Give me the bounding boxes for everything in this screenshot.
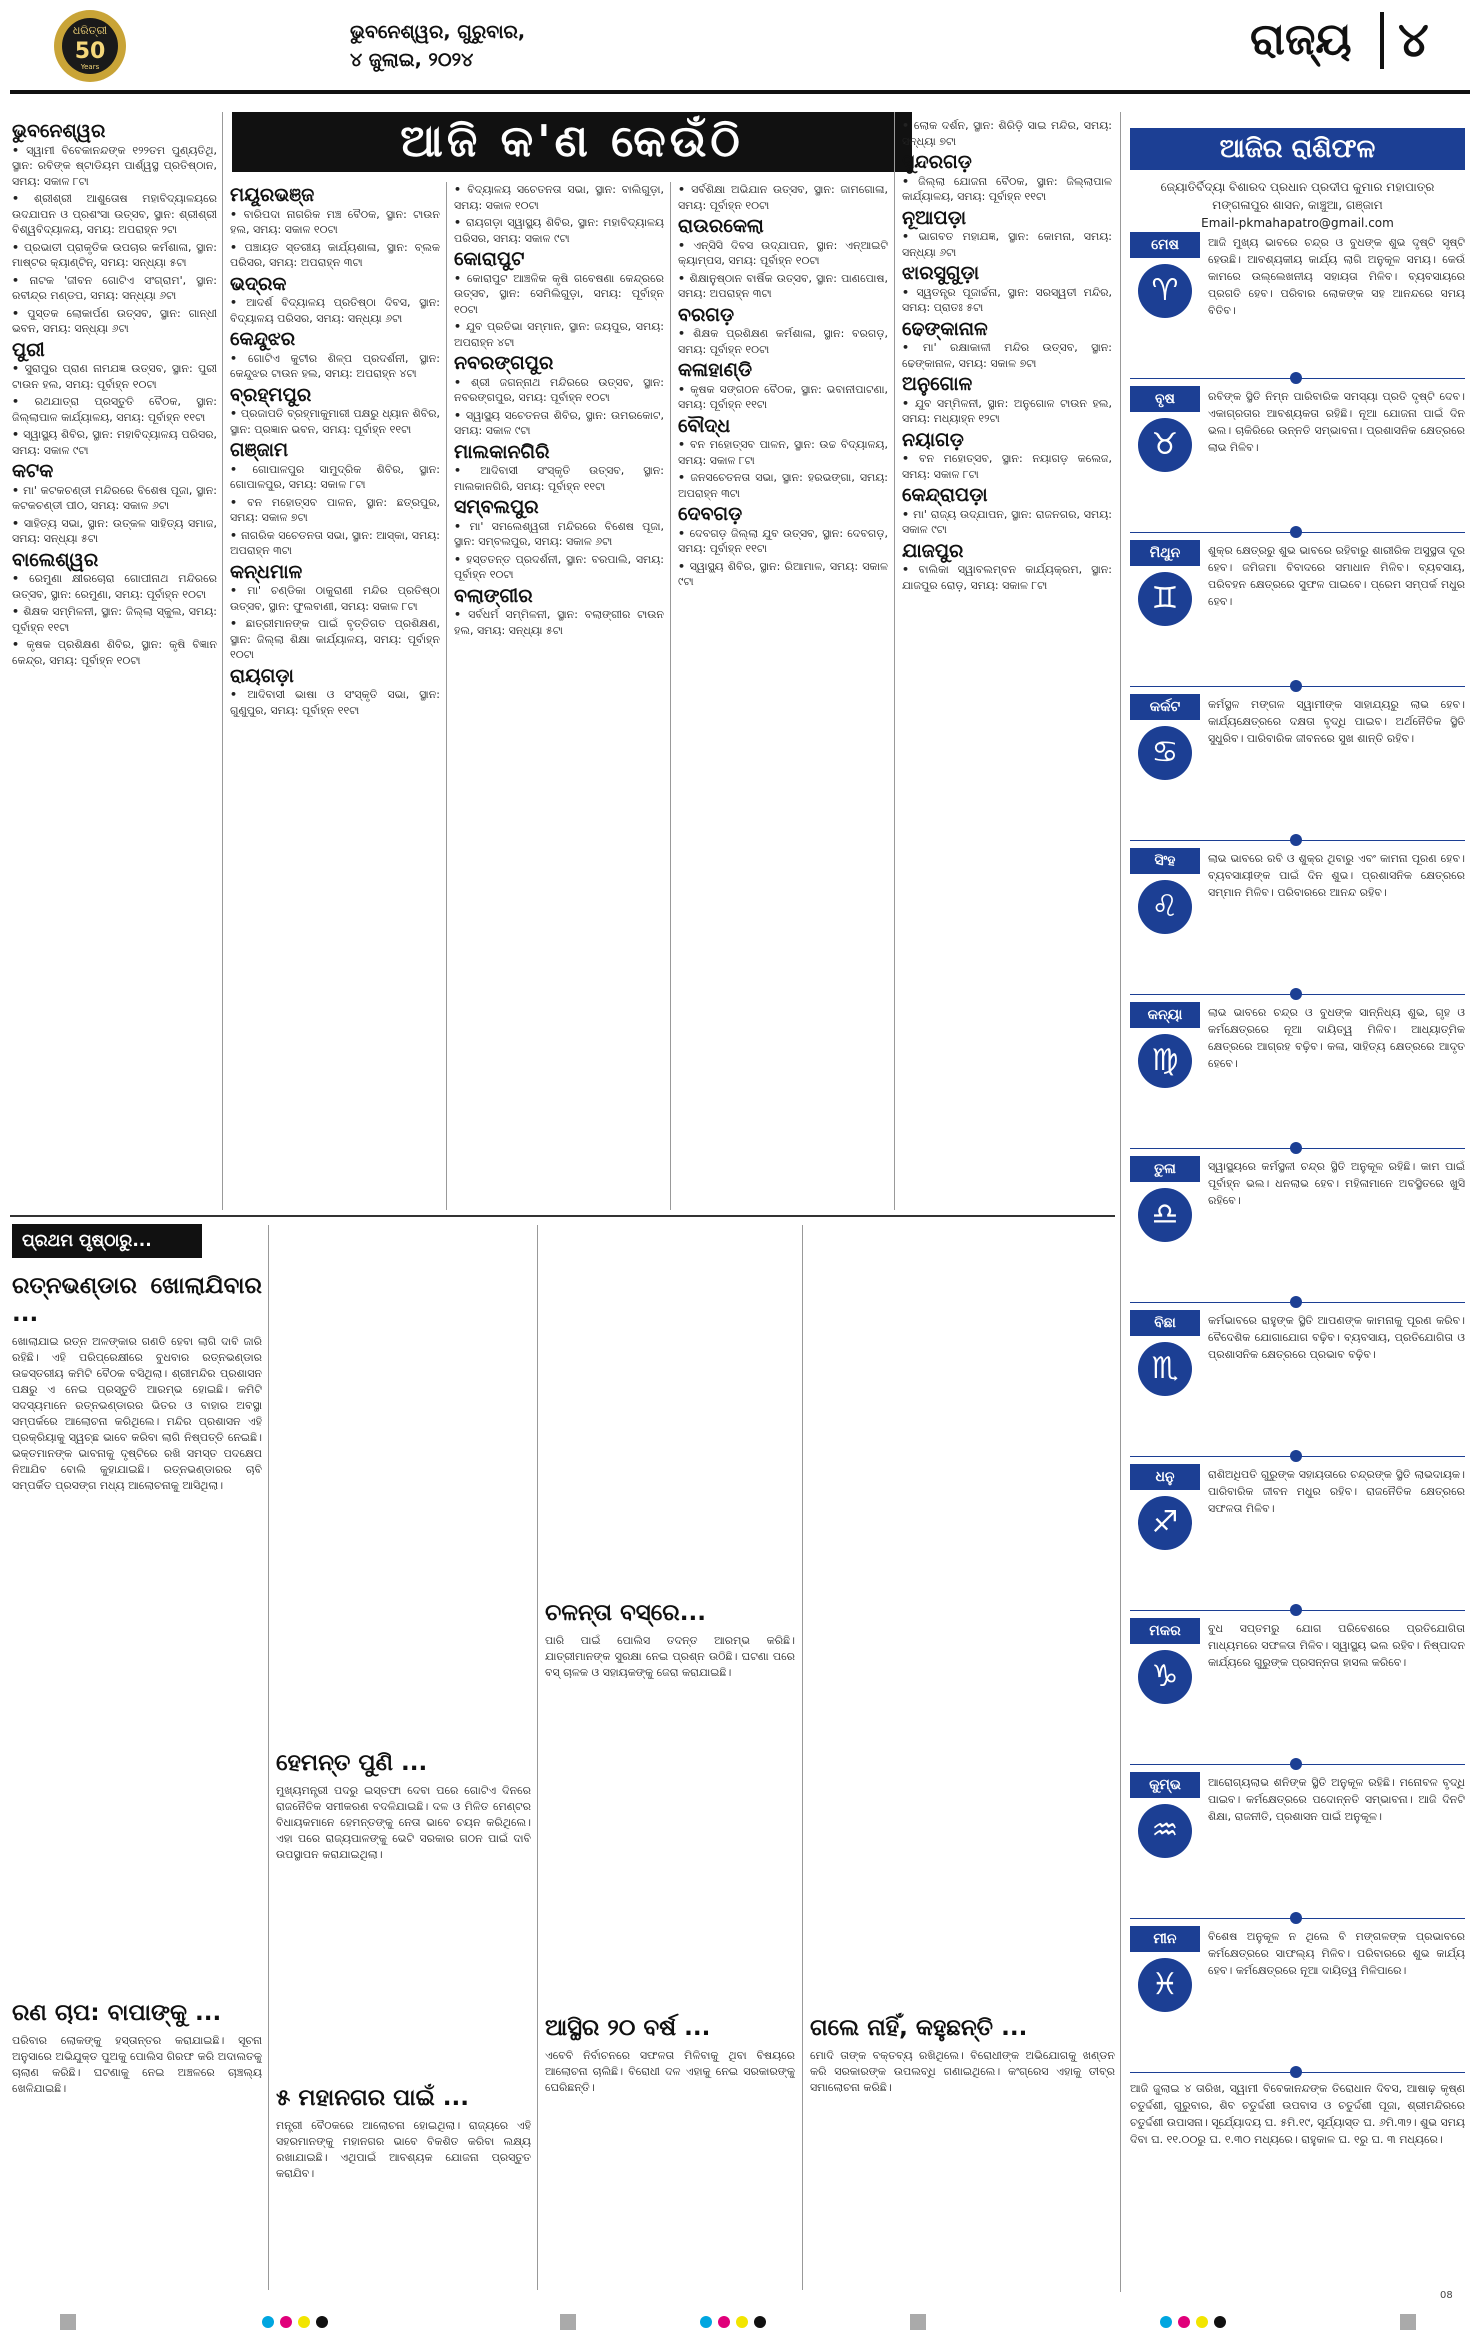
event-item: • ବନ ମହୋତ୍ସବ, ସ୍ଥାନ: ନୟାଗଡ଼ କଲେଜ, ସମୟ: ସକାଳ ୮ଟା [902,451,1112,482]
dateline [350,18,525,74]
zodiac-icon: ♌ [1138,880,1192,934]
city-heading: ସୁନ୍ଦରଗଡ଼ [902,151,972,173]
zodiac-icon: ♓ [1138,1958,1192,2012]
event-item: • ମା' ରକ୍ଷାକାଳୀ ମନ୍ଦିର ଉତ୍ସବ, ସ୍ଥାନ: ଢେଙ୍କାନାଳ, ସମୟ: ସକାଳ ୭ଟା [902,340,1112,371]
column-divider [670,182,671,1210]
zodiac-icon: ♐ [1138,1496,1192,1550]
events-column-5 [902,118,1112,1210]
event-item: • ଆଦିବାସୀ ସଂସ୍କୃତି ଉତ୍ସବ, ସ୍ଥାନ: ମାଲକାନଗିରି, ସମୟ: ପୂର୍ବାହ୍ନ ୧୧ଟା [454,463,664,494]
event-item: • ଶିକ୍ଷକ ସମ୍ମିଳନୀ, ସ୍ଥାନ: ଜିଲ୍ଲା ସ୍କୁଲ, ସମୟ: ପୂର୍ବାହ୍ନ ୧୧ଟା [12,604,217,635]
rashi-prediction: ରାଶିଅଧିପତି ଗୁରୁଙ୍କ ସହାୟତାରେ ଚନ୍ଦ୍ରଙ୍କ ସ୍ଥିତି ଲାଭଦାୟକ। ପାରିବାରିକ ଜୀବନ ମଧୁର ରହିବ। ରାଜନୈତିକ କ୍ଷେତ୍ରରେ ସଫଳତା ମିଳିବ। [1208,1468,1465,1515]
rashi-prediction: ସ୍ୱାସ୍ଥ୍ୟରେ କର୍ମସ୍ଥଳୀ ଚନ୍ଦ୍ର ସ୍ଥିତି ଅନୁକୂଳ ରହିଛି। କାମ ପାଇଁ ପୂର୍ବାହ୍ନ ଭଲ। ଧନଲାଭ ହେବ। ମହିଳାମାନେ ଅବସ୍ଥିତରେ ଖୁସି ରହିବେ। [1208,1160,1465,1207]
city-heading: ବଲାଙ୍ଗୀର [454,584,533,607]
rashi-separator-dot [1290,1912,1302,1924]
city-heading: ଯାଜପୁର [902,539,964,562]
black-swatch [316,2316,328,2328]
article-title: ଚଳନ୍ତା ବସ୍‌ରେ... [545,1600,706,1626]
yellow-swatch [1196,2316,1208,2328]
event-item: • ପୁସ୍ତକ ଲୋକାର୍ପଣ ଉତ୍ସବ, ସ୍ଥାନ: ଗାନ୍ଧୀ ଭବନ, ସମୟ: ସନ୍ଧ୍ୟା ୬ଟା [12,306,217,337]
zodiac-icon: ♍ [1138,1034,1192,1088]
events-column-4 [678,182,888,1210]
city-heading: କଳାହାଣ୍ଡି [678,359,753,381]
city-heading: କନ୍ଧମାଳ [230,560,303,583]
event-item: • ରାୟଗଡ଼ା ସ୍ୱାସ୍ଥ୍ୟ ଶିବିର, ସ୍ଥାନ: ମହାବିଦ୍ୟାଳୟ ପରିସର, ସମୟ: ସକାଳ ୯ଟା [454,215,664,246]
event-item: • ସର୍ବଶିକ୍ଷା ଅଭିଯାନ ଉତ୍ସବ, ସ୍ଥାନ: ଜାମଗୋଳା, ସମୟ: ପୂର୍ବାହ୍ନ ୧୦ଟା [678,182,888,213]
article-body: ମନ୍ତ୍ରୀ ବୈଠକରେ ଆଲୋଚନା ହୋଇଥିଲା। ରାଜ୍ୟରେ ଏହି ସହରମାନଙ୍କୁ ମହାନଗର ଭାବେ ବିକଶିତ କରିବା ଲକ୍ଷ୍ୟ ରଖାଯାଇଛି। ଏଥିପାଇଁ ଆବଶ୍ୟକ ଯୋଜନା ପ୍ରସ୍ତୁତ କରାଯିବ। [276,2119,531,2180]
city-heading: ନବରଙ୍ଗପୁର [454,352,554,374]
rashi-separator-dot [1290,680,1302,692]
event-item: • ବିଦ୍ୟାଳୟ ସଚେତନତା ସଭା, ସ୍ଥାନ: ବାଲିଗୁଡ଼ା, ସମୟ: ସକାଳ ୧୦ଟା [454,182,664,213]
event-item: • ବାଲିକା ସ୍ୱାବଲମ୍ବନ କାର୍ଯ୍ୟକ୍ରମ, ସ୍ଥାନ: ଯାଜପୁର ରୋଡ଼, ସମୟ: ସକାଳ ୮ଟା [902,562,1112,593]
event-item: • ସର୍ବଧର୍ମ ସମ୍ମିଳନୀ, ସ୍ଥାନ: ବଲାଙ୍ଗୀର ଟାଉନ ହଲ, ସମୟ: ସନ୍ଧ୍ୟା ୫ଟା [454,607,664,638]
rashi-separator-dot [1290,526,1302,538]
article-20-years [545,2010,795,2290]
rashi-banner: ଆଜିର ରାଶିଫଳ [1130,128,1465,170]
article-body: ଏବେବି ନିର୍ବାଚନରେ ସଫଳତା ମିଳିବାକୁ ଥିବା ବିଷୟରେ ଆଲୋଚନା ଚାଲିଛି। ବିରୋଧୀ ଦଳ ଏହାକୁ ନେଇ ସରକାରଙ୍କୁ ଘେରିଛନ୍ତି। [545,2049,795,2094]
city-heading: ଝାରସୁଗୁଡ଼ା [902,262,980,284]
rashi-credit-email: Email-pkmahapatro@gmail.com [1201,216,1394,230]
rashi-separator-dot [1290,988,1302,1000]
event-item: • ସାହିତ୍ୟ ସଭା, ସ୍ଥାନ: ଉତ୍କଳ ସାହିତ୍ୟ ସମାଜ, ସମୟ: ସନ୍ଧ୍ୟା ୫ଟା [12,516,217,547]
rashi-sign-name: ତୁଳା [1130,1156,1200,1182]
rashi-sign-name: ମକର [1130,1618,1200,1644]
event-item: • ଶ୍ରୀ ଜଗନ୍ନାଥ ମନ୍ଦିରରେ ଉତ୍ସବ, ସ୍ଥାନ: ନବରଙ୍ଗପୁର, ସମୟ: ପୂର୍ବାହ୍ନ ୧୦ଟା [454,375,664,406]
rashi-prediction: ଆରୋଗ୍ୟଲାଭ ଶନିଙ୍କ ସ୍ଥିତି ଅନୁକୂଳ ରହିଛି। ମନୋବଳ ବୃଦ୍ଧି ପାଇବ। କର୍ମକ୍ଷେତ୍ରରେ ପଦୋନ୍ନତି ସମ୍ଭାବନା। ଆଜି ଦିନଟି ଶିକ୍ଷା, ରାଜନୀତି, ପ୍ରଶାସନ ପାଇଁ ଅନୁକୂଳ। [1208,1776,1465,1823]
rashi-prediction: ବିଶେଷ ଅନୁକୂଳ ନ ଥିଲେ ବି ମଙ୍ଗଳଙ୍କ ପ୍ରଭାବରେ କର୍ମକ୍ଷେତ୍ରରେ ସାଫଲ୍ୟ ମିଳିବ। ପରିବାରରେ ଶୁଭ କାର୍ଯ୍ୟ ହେବ। କର୍ମକ୍ଷେତ୍ରରେ ନୂଆ ଦାୟିତ୍ୱ ମିଳିପାରେ। [1208,1930,1465,1977]
magenta-swatch [718,2316,730,2328]
rashi-sign-name: ଧନୁ [1130,1464,1200,1490]
rashi-sign-name: ସିଂହ [1130,848,1200,874]
event-item: • ନାଗରିକ ସଚେତନତା ସଭା, ସ୍ଥାନ: ଆସ୍କା, ସମୟ: ଅପରାହ୍ନ ୩ଟା [230,528,440,559]
event-item: • ପ୍ରଜାପତି ବ୍ରହ୍ମାକୁମାରୀ ପକ୍ଷରୁ ଧ୍ୟାନ ଶିବିର, ସ୍ଥାନ: ପ୍ରଜ୍ଞାନ ଭବନ, ସମୟ: ପୂର୍ବାହ୍ନ ୧୧ଟା [230,406,440,437]
rashi-separator-dot [1290,1450,1302,1462]
city-heading: ମାଲକାନଗିରି [454,440,550,463]
zodiac-icon: ♏ [1138,1342,1192,1396]
city-heading: ଭଦ୍ରକ [230,272,287,295]
city-heading: କେନ୍ଦୁଝର [230,328,296,350]
column-divider [802,1225,803,2290]
city-heading: ବରଗଡ଼ [678,303,735,326]
rashi-separator-dot [1290,1142,1302,1154]
event-item: • କୃଷକ ପ୍ରଶିକ୍ଷଣ ଶିବିର, ସ୍ଥାନ: କୃଷି ବିଜ୍ଞାନ କେନ୍ଦ୍ର, ସମୟ: ପୂର୍ବାହ୍ନ ୧୦ଟା [12,637,217,668]
event-item: • ମା' ରାଜ୍ୟ ଉଦ୍‌ଯାପନ, ସ୍ଥାନ: ରାଜନଗର, ସମୟ: ସକାଳ ୯ଟା [902,507,1112,538]
city-heading: ନୟାଗଡ଼ [902,428,964,451]
city-heading: ପୁରୀ [12,338,45,361]
magenta-swatch [280,2316,292,2328]
rashi-separator-dot [1290,2066,1302,2078]
cyan-swatch [262,2316,274,2328]
article-body: ମୋଦି ତାଙ୍କ ବକ୍ତବ୍ୟ ରଖିଥିଲେ। ବିରୋଧୀଙ୍କ ଅଭିଯୋଗକୁ ଖଣ୍ଡନ କରି ସରକାରଙ୍କ ଉପଲବ୍ଧି ଗଣାଇଥିଲେ। କଂଗ୍ରେସ ଏହାକୁ ତୀବ୍ର ସମାଲୋଚନା କରିଛି। [810,2049,1115,2094]
zodiac-icon: ♑ [1138,1650,1192,1704]
city-heading: ସମ୍ବଲପୁର [454,496,539,518]
event-item: • ସ୍ୱାସ୍ଥ୍ୟ ଶିବିର, ସ୍ଥାନ: ମହାବିଦ୍ୟାଳୟ ପରିସର, ସମୟ: ସକାଳ ୯ଟା [12,427,217,458]
event-item: • ଯୁବ ପ୍ରତିଭା ସମ୍ମାନ, ସ୍ଥାନ: ଜୟପୁର, ସମୟ: ଅପରାହ୍ନ ୪ଟା [454,319,664,350]
event-item: • ରଥଯାତ୍ରା ପ୍ରସ୍ତୁତି ବୈଠକ, ସ୍ଥାନ: ଜିଲ୍ଲାପାଳ କାର୍ଯ୍ୟାଳୟ, ସମୟ: ପୂର୍ବାହ୍ନ ୧୧ଟା [12,394,217,425]
rashi-sign [1130,1926,1465,2074]
page-number: ୪ [1380,12,1429,69]
rashi-sign-name: କୁମ୍ଭ [1130,1772,1200,1798]
event-item: • ଦେବଗଡ଼ ଜିଲ୍ଲା ଯୁବ ଉତ୍ସବ, ସ୍ଥାନ: ଦେବଗଡ଼, ସମୟ: ପୂର୍ବାହ୍ନ ୧୧ଟା [678,526,888,557]
zodiac-icon: ♋ [1138,726,1192,780]
event-item: • ଛାତ୍ରୀମାନଙ୍କ ପାଇଁ ବୃତ୍ତିଗତ ପ୍ରଶିକ୍ଷଣ, ସ୍ଥାନ: ଜିଲ୍ଲା ଶିକ୍ଷା କାର୍ଯ୍ୟାଳୟ, ସମୟ: ପୂର୍ବାହ୍ନ ୧୦ଟା [230,616,440,663]
zodiac-icon: ♈ [1138,264,1192,318]
gray-swatch [1400,2314,1416,2330]
rashi-prediction: ବୁଧ ସପ୍ତମରୁ ଯୋଗ ପରିବେଶରେ ପ୍ରତିଯୋଗିତା ମାଧ୍ୟମରେ ସଫଳତା ମିଳିବ। ସ୍ୱାସ୍ଥ୍ୟ ଭଲ ରହିବ। ନିଷ୍ପାଦନ କାର୍ଯ୍ୟରେ ଗୁରୁଙ୍କ ପ୍ରସନ୍ନତା ହାସଲ କରିବେ। [1208,1622,1465,1669]
event-item: • ଶ୍ରୀଶ୍ରୀ ଆଶୁତୋଷ ମହାବିଦ୍ୟାଳୟରେ ଉଦଯାପନ ଓ ପ୍ରଶଂସା ଉତ୍ସବ, ସ୍ଥାନ: ଶ୍ରୀଶ୍ରୀ ବିଶ୍ୱବିଦ୍ୟାଳୟ, ସମୟ: ଅପରାହ୍ନ ୨ଟା [12,191,217,238]
rashi-prediction: ଆଜି ମୁଖ୍ୟ ଭାବରେ ଚନ୍ଦ୍ର ଓ ବୁଧଙ୍କ ଶୁଭ ଦୃଷ୍ଟି ସୃଷ୍ଟି ହେଉଛି। ଆବଶ୍ୟକୀୟ କାର୍ଯ୍ୟ ଲାଗି ଅନୁକୂଳ ସମୟ। କେଉଁ କାମରେ ଉଲ୍ଲେଖନୀୟ ସହାୟତା ମିଳିବ। ବ୍ୟବସାୟରେ ପ୍ରଗତି ହେବ। ପରିବାର ଲୋକଙ୍କ ସହ ଆନନ୍ଦରେ ସମୟ ବିତିବ। [1208,236,1465,317]
event-item: • ସ୍ୱାମୀ ବିବେକାନନ୍ଦଙ୍କ ୧୨୨ତମ ପୁଣ୍ୟତିଥି, ସ୍ଥାନ: ରବିଙ୍କ ଷ୍ଟାଡିୟମ ପାର୍ଶ୍ୱସ୍ଥ ପ୍ରତିଷ୍ଠାନ, ସମୟ: ସକାଳ ୮ଟା [12,143,217,190]
events-column-2 [230,182,440,1210]
event-item: • ପ୍ରଭାତୀ ପ୍ରାକୃତିକ ଉପଚାର କର୍ମଶାଳା, ସ୍ଥାନ: ମାଷ୍ଟର କ୍ୟାଣ୍ଟିନ୍, ସମୟ: ସନ୍ଧ୍ୟା ୫ଟା [12,240,217,271]
top-rule [10,90,1470,94]
events-banner: ଆଜି କ'ଣ କେଉଁଠି [232,112,912,172]
rashi-separator-dot [1290,1758,1302,1770]
event-item: • ସ୍ୱାସ୍ଥ୍ୟ ସଚେତନତା ଶିବିର, ସ୍ଥାନ: ଉମରକୋଟ, ସମୟ: ସକାଳ ୯ଟା [454,408,664,439]
masthead [0,0,1477,92]
magenta-swatch [1178,2316,1190,2328]
event-item: • ନାଟକ 'ଜୀବନ ଗୋଟିଏ ସଂଗ୍ରାମ', ସ୍ଥାନ: ରବୀନ୍ଦ୍ର ମଣ୍ଡପ, ସମୟ: ସନ୍ଧ୍ୟା ୬ଟା [12,273,217,304]
rashi-sign [1130,1002,1465,1150]
column-divider [537,1225,538,2290]
article-title: ହେମନ୍ତ ପୁଣି ... [276,1750,428,1776]
dateline-date: ୪ ଜୁଲାଇ, ୨୦୨୪ [350,49,474,71]
rashi-sign [1130,1464,1465,1612]
page-code: 08 [1440,2290,1453,2301]
article-body: ମୁଖ୍ୟମନ୍ତ୍ରୀ ପଦରୁ ଇସ୍ତଫା ଦେବା ପରେ ଗୋଟିଏ ଦିନରେ ରାଜନୈତିକ ସମୀକରଣ ବଦଳିଯାଇଛି। ଦଳ ଓ ମିଳିତ ମେଣ୍ଟର ବିଧାୟକମାନେ ହେମନ୍ତଙ୍କୁ ନେତା ଭାବେ ଚୟନ କରିଥିଲେ। ଏହା ପରେ ରାଜ୍ୟପାଳଙ୍କୁ ଭେଟି ସରକାର ଗଠନ ପାଇଁ ଦାବି ଉପସ୍ଥାପନ କରାଯାଇଥିଲା। [276,1784,531,1861]
article-title: ୫ ମହାନଗର ପାଇଁ ... [276,2085,469,2111]
city-heading: ରାଉରକେଲା [678,215,764,237]
city-heading: ଭୁବନେଶ୍ୱର [12,120,106,142]
cyan-swatch [1160,2316,1172,2328]
event-item: • ଆଦିବାସୀ ଭାଷା ଓ ସଂସ୍କୃତି ସଭା, ସ୍ଥାନ: ଗୁଣୁପୁର, ସମୟ: ପୂର୍ବାହ୍ନ ୧୧ଟା [230,687,440,718]
column-divider [894,112,895,1210]
rashi-sign [1130,1618,1465,1766]
rashi-credit-name: ଜ୍ୟୋତିର୍ବିଦ୍ୟା ବିଶାରଦ ପ୍ରଧାନ ପ୍ରଦୀପ କୁମାର ମହାପାତ୍ର [1160,180,1435,194]
events-column-3 [454,182,664,1210]
event-item: • ଲୋକ ଦର୍ଶନ, ସ୍ଥାନ: ଶିରିଡ଼ି ସାଇ ମନ୍ଦିର, ସମୟ: ସନ୍ଧ୍ୟା ୭ଟା [902,118,1112,149]
city-heading: ମୟୂରଭଞ୍ଜ [230,184,315,206]
column-divider [1120,112,1121,2292]
rashi-sign-name: ମେଷ [1130,232,1200,258]
article-mahanagar [276,2080,531,2290]
city-heading: ଗଞ୍ଜାମ [230,439,289,461]
rashi-sign-name: କର୍କଟ [1130,694,1200,720]
rashi-sign [1130,848,1465,996]
rashi-separator-dot [1290,1296,1302,1308]
event-item: • ମା' କଟକଚଣ୍ଡୀ ମନ୍ଦିରରେ ବିଶେଷ ପୂଜା, ସ୍ଥାନ: କଟକଚଣ୍ଡୀ ପୀଠ, ସମୟ: ସକାଳ ୬ଟା [12,483,217,514]
article-hemant [276,1745,531,1965]
city-heading: ବୌଦ୍ଧ [678,414,731,437]
city-heading: କୋରାପୁଟ [454,248,525,270]
article-title: ରଣ ଚାପ: ବାପାଙ୍କୁ ... [12,2000,222,2026]
rashi-sign-name: ମୀନ [1130,1926,1200,1952]
city-heading: ଢେଙ୍କାନାଳ [902,317,988,340]
event-item: • ଯୁବ ସମ୍ମିଳନୀ, ସ୍ଥାନ: ଅନୁଗୋଳ ଟାଉନ ହଲ, ସମୟ: ମଧ୍ୟାହ୍ନ ୧୨ଟା [902,396,1112,427]
rashi-sign [1130,540,1465,688]
event-item: • କୃଷକ ସଙ୍ଗଠନ ବୈଠକ, ସ୍ଥାନ: ଭବାନୀପାଟଣା, ସମୟ: ପୂର୍ବାହ୍ନ ୧୧ଟା [678,382,888,413]
continued-kicker: ପ୍ରଥମ ପୃଷ୍ଠାରୁ... [12,1224,202,1258]
rashi-sign [1130,386,1465,534]
rashi-sign [1130,1310,1465,1458]
city-heading: ବ୍ରହ୍ମପୁର [230,383,312,406]
city-heading: ଦେବଗଡ଼ [678,503,743,525]
article-bus [545,1595,795,2015]
rashi-sign-name: ବୃଷ [1130,386,1200,412]
event-item: • ଜନସଚେତନତା ସଭା, ସ୍ଥାନ: ହରଭଙ୍ଗା, ସମୟ: ଅପରାହ୍ନ ୩ଟା [678,470,888,501]
zodiac-icon: ♎ [1138,1188,1192,1242]
city-heading: ନୂଆପଡ଼ା [902,206,967,229]
cyan-swatch [700,2316,712,2328]
column-divider [446,182,447,1210]
event-item: • ଗୋପାଳପୁର ସାମୁଦ୍ରିକ ଶିବିର, ସ୍ଥାନ: ଗୋପାଳପୁର, ସମୟ: ସକାଳ ୮ଟା [230,462,440,493]
event-item: • ଶିକ୍ଷକ ପ୍ରଶିକ୍ଷଣ କର୍ମଶାଳା, ସ୍ଥାନ: ବରଗଡ଼, ସମୟ: ପୂର୍ବାହ୍ନ ୧୦ଟା [678,326,888,357]
event-item: • କୋରାପୁଟ ଆଞ୍ଚଳିକ କୃଷି ଗବେଷଣା କେନ୍ଦ୍ରରେ ଉତ୍ସବ, ସ୍ଥାନ: ସେମିଲିଗୁଡ଼ା, ସମୟ: ପୂର୍ବାହ୍ନ ୧୦ଟା [454,271,664,318]
article-title: ରତ୍ନଭଣ୍ଡାର ଖୋଲାଯିବାର ... [12,1273,262,1327]
event-item: • ଭାଗବତ ମହାଯଜ୍ଞ, ସ୍ଥାନ: କୋମନା, ସମୟ: ସନ୍ଧ୍ୟା ୬ଟା [902,229,1112,260]
article-title: ଆସ୍ଥିର ୨୦ ବର୍ଷ ... [545,2015,711,2041]
gray-swatch [560,2314,576,2330]
event-item: • ମା' ସମଲେଶ୍ୱରୀ ମନ୍ଦିରରେ ବିଶେଷ ପୂଜା, ସ୍ଥାନ: ସମ୍ବଲପୁର, ସମୟ: ସକାଳ ୬ଟା [454,519,664,550]
city-heading: ଅନୁଗୋଳ [902,373,973,395]
rashi-prediction: ଲାଭ ଭାବରେ ରବି ଓ ଶୁକ୍ର ଥିବାରୁ ଏବଂ କାମନା ପୂରଣ ହେବ। ବ୍ୟବସାୟୀଙ୍କ ପାଇଁ ଦିନ ଶୁଭ। ପ୍ରଶାସନିକ କ୍ଷେତ୍ରରେ ସମ୍ମାନ ମିଳିବ। ପରିବାରରେ ଆନନ୍ଦ ରହିବ। [1208,852,1465,899]
column-divider [222,112,223,1210]
svg-text:Years: Years [80,63,100,71]
rashi-sign [1130,1772,1465,1920]
event-item: • ଗୋଟିଏ କୁଟୀର ଶିଳ୍ପ ପ୍ରଦର୍ଶନୀ, ସ୍ଥାନ: କେନ୍ଦୁଝର ଟାଉନ ହଲ, ସମୟ: ଅପରାହ୍ନ ୪ଟା [230,351,440,382]
rashi-prediction: କର୍ମସ୍ଥଳ ମଙ୍ଗଳ ସ୍ୱାମୀଙ୍କ ସାହାଯ୍ୟରୁ ଲାଭ ହେବ। କାର୍ଯ୍ୟକ୍ଷେତ୍ରରେ ଦକ୍ଷତା ବୃଦ୍ଧି ପାଇବ। ଅର୍ଥନୈତିକ ସ୍ଥିତି ସୁଧୁରିବ। ପାରିବାରିକ ଜୀବନରେ ସୁଖ ଶାନ୍ତି ରହିବ। [1208,698,1465,745]
dateline-place: ଭୁବନେଶ୍ୱର, ଗୁରୁବାର, [350,21,526,43]
black-swatch [754,2316,766,2328]
city-heading: ରାୟଗଡ଼ା [230,664,294,687]
rashi-sign [1130,232,1465,380]
rashi-sign-name: ବିଛା [1130,1310,1200,1336]
section-divider [10,1215,1115,1217]
rashi-prediction: ରବିଙ୍କ ସ୍ଥିତି ନିମ୍ନ ପାରିବାରିକ ସମସ୍ୟା ପ୍ରତି ଦୃଷ୍ଟି ଦେବ। ଏକାଗ୍ରତାର ଆବଶ୍ୟକତା ରହିଛି। ନୂଆ ଯୋଜନା ପାଇଁ ଦିନ ଭଲ। ଚାକିରିରେ ଉନ୍ନତି ସମ୍ଭାବନା। ପ୍ରଶାସନିକ କ୍ଷେତ୍ରରେ ଲାଭ ମିଳିବ। [1208,390,1465,454]
black-swatch [1214,2316,1226,2328]
event-item: • ବନ ମହୋତ୍ସବ ପାଳନ, ସ୍ଥାନ: ଉଚ୍ଚ ବିଦ୍ୟାଳୟ, ସମୟ: ସକାଳ ୮ଟା [678,437,888,468]
gray-swatch [910,2314,926,2330]
rashi-prediction: କର୍ମଭାବରେ ରାହୁଙ୍କ ସ୍ଥିତି ଆପଣଙ୍କ କାମନାକୁ ପୂରଣ କରିବ। ବୈଦେଶିକ ଯୋଗାଯୋଗ ବଢ଼ିବ। ବ୍ୟବସାୟ, ପ୍ରତିଯୋଗିତା ଓ ପ୍ରଶାସନିକ କ୍ଷେତ୍ରରେ ପ୍ରଭାବ ବଢ଼ିବ। [1208,1314,1465,1361]
article-ratna-bhandar [12,1268,262,1988]
newspaper-logo [30,6,150,86]
article-body: ପରିବାର ଲୋକଙ୍କୁ ହସ୍ତାନ୍ତର କରାଯାଇଛି। ସୂଚନା ଅନୁସାରେ ଅଭିଯୁକ୍ତ ପୁଅକୁ ପୋଲିସ ଗିରଫ କରି ଅଦାଲତକୁ ଚାଲାଣ କରିଛି। ଘଟଣାକୁ ନେଇ ଅଞ୍ଚଳରେ ଚାଞ୍ଚଲ୍ୟ ଖେଳିଯାଇଛି। [12,2034,262,2095]
event-item: • ମା' ଚଣ୍ଡିକା ଠାକୁରାଣୀ ମନ୍ଦିର ପ୍ରତିଷ୍ଠା ଉତ୍ସବ, ସ୍ଥାନ: ଫୁଲବାଣୀ, ସମୟ: ସକାଳ ୮ଟା [230,583,440,614]
almanac: ଆଜି ଜୁଲାଇ ୪ ତାରିଖ, ସ୍ୱାମୀ ବିବେକାନନ୍ଦଙ୍କ ତିରୋଧାନ ଦିବସ, ଆଷାଢ଼ କୃଷ୍ଣ ଚତୁର୍ଦ୍ଦଶୀ, ଗୁରୁବାର, ଶିବ ଚତୁର୍ଦ୍ଦଶୀ ଉପବାସ ଓ ଚତୁର୍ଦ୍ଦଶୀ ପୂଜା, ଶ୍ରୀମନ୍ଦିରରେ ଚତୁର୍ଦ୍ଦଶୀ ଉପାସନା। ସୂର୍ଯ୍ୟୋଦୟ ଘ. ୫ମି.୧୯, ସୂର୍ଯ୍ୟାସ୍ତ ଘ. ୬ମି.୩୨। ଶୁଭ ସମୟ ଦିବା ଘ. ୧୧.୦୦ରୁ ଘ. ୧.୩୦ ମଧ୍ୟରେ। ରାହୁକାଳ ଘ. ୧ରୁ ଘ. ୩ ମଧ୍ୟରେ। [1130,2082,1465,2146]
article-rana-chap [12,1995,262,2290]
gray-swatch [60,2314,76,2330]
rashi-prediction: ଲାଭ ଭାବରେ ଚନ୍ଦ୍ର ଓ ବୁଧଙ୍କ ସାନ୍ନିଧ୍ୟ ଶୁଭ, ଗୃହ ଓ କର୍ମକ୍ଷେତ୍ରରେ ନୂଆ ଦାୟିତ୍ୱ ମିଳିବ। ଆଧ୍ୟାତ୍ମିକ କ୍ଷେତ୍ରରେ ଆଗ୍ରହ ବଢ଼ିବ। କଳା, ସାହିତ୍ୟ କ୍ଷେତ୍ରରେ ଆଦୃତ ହେବେ। [1208,1006,1465,1070]
rashi-credit [1130,178,1465,232]
event-item: • ସ୍ୱାସ୍ଥ୍ୟ ଶିବିର, ସ୍ଥାନ: ରିଆମାଳ, ସମୟ: ସକାଳ ୯ଟା [678,559,888,590]
rashi-credit-address: ମଙ୍ଗଳାପୁର ଶାସନ, କାଞ୍ଚୁଆ, ଗଞ୍ଜାମ [1212,198,1383,212]
column-divider [268,1225,269,2290]
rashi-separator-dot [1290,1604,1302,1616]
svg-text:ଧରିତ୍ରୀ: ଧରିତ୍ରୀ [72,24,108,37]
event-item: • ହସ୍ତତନ୍ତ ପ୍ରଦର୍ଶନୀ, ସ୍ଥାନ: ବରପାଲି, ସମୟ: ପୂର୍ବାହ୍ନ ୧୦ଟା [454,552,664,583]
event-item: • ବନ ମହୋତ୍ସବ ପାଳନ, ସ୍ଥାନ: ଛତ୍ରପୁର, ସମୟ: ସକାଳ ୭ଟା [230,495,440,526]
event-item: • ଆଦର୍ଶ ବିଦ୍ୟାଳୟ ପ୍ରତିଷ୍ଠା ଦିବସ, ସ୍ଥାନ: ବିଦ୍ୟାଳୟ ପରିସର, ସମୟ: ସନ୍ଧ୍ୟା ୬ଟା [230,295,440,326]
rashi-sign [1130,1156,1465,1304]
yellow-swatch [298,2316,310,2328]
event-item: • ଜିଲ୍ଲା ଯୋଜନା ବୈଠକ, ସ୍ଥାନ: ଜିଲ୍ଲାପାଳ କାର୍ଯ୍ୟାଳୟ, ସମୟ: ପୂର୍ବାହ୍ନ ୧୧ଟା [902,174,1112,205]
event-item: • ସୁରାପୁର ପ୍ରାଣ ନାମଯଜ୍ଞ ଉତ୍ସବ, ସ୍ଥାନ: ପୁରୀ ଟାଉନ ହଲ, ସମୟ: ପୂର୍ବାହ୍ନ ୧୦ଟା [12,361,217,392]
event-item: • ଶିକ୍ଷାନୁଷ୍ଠାନ ବାର୍ଷିକ ଉତ୍ସବ, ସ୍ଥାନ: ପାଣପୋଷ, ସମୟ: ଅପରାହ୍ନ ୩ଟା [678,271,888,302]
yellow-swatch [736,2316,748,2328]
zodiac-icon: ♊ [1138,572,1192,626]
svg-text:50: 50 [74,39,106,64]
city-heading: କେନ୍ଦ୍ରାପଡ଼ା [902,484,988,506]
zodiac-icon: ♉ [1138,418,1192,472]
event-item: • ସ୍ୱତନ୍ତ୍ର ପୂଜାର୍ଚ୍ଚନା, ସ୍ଥାନ: ସରସ୍ୱତୀ ମନ୍ଦିର, ସମୟ: ପ୍ରାତଃ ୫ଟା [902,285,1112,316]
zodiac-icon: ♒ [1138,1804,1192,1858]
rashi-separator-dot [1290,834,1302,846]
events-column-1 [12,118,217,1210]
event-item: • ବାରିପଦା ନାଗରିକ ମଞ୍ଚ ବୈଠକ, ସ୍ଥାନ: ଟାଉନ ହଲ, ସମୟ: ସକାଳ ୧୦ଟା [230,207,440,238]
section-name: ରାଜ୍ୟ [1250,14,1352,65]
article-body: ଖୋଲାଯାଇ ରତ୍ନ ଅଳଙ୍କାର ଗଣତି ହେବା ଲାଗି ଦାବି ଜାରି ରହିଛି। ଏହି ପରିପ୍ରେକ୍ଷୀରେ ବୁଧବାର ରତ୍ନଭଣ୍ଡାର ଉଚ୍ଚସ୍ତରୀୟ କମିଟି ବୈଠକ ବସିଥିଲା। ଶ୍ରୀମନ୍ଦିର ପ୍ରଶାସନ ପକ୍ଷରୁ ଏ ନେଇ ପ୍ରସ୍ତୁତି ଆରମ୍ଭ ହୋଇଛି। କମିଟି ସଦସ୍ୟମାନେ ରତ୍ନଭଣ୍ଡାରର ଭିତର ଓ ବାହାର ଅବସ୍ଥା ସମ୍ପର୍କରେ ଆଲୋଚନା କରିଥିଲେ। ମନ୍ଦିର ପ୍ରଶାସନ ଏହି ପ୍ରକ୍ରିୟାକୁ ସ୍ୱଚ୍ଛ ଭାବେ କରିବା ଲାଗି ନିଷ୍ପତ୍ତି ନେଇଛି। ଭକ୍ତମାନଙ୍କ ଭାବନାକୁ ଦୃଷ୍ଟିରେ ରଖି ସମସ୍ତ ପଦକ୍ଷେପ ନିଆଯିବ ବୋଲି କୁହାଯାଇଛି। ରତ୍ନଭଣ୍ଡାରର ଚାବି ସମ୍ପର୍କିତ ପ୍ରସଙ୍ଗ ମଧ୍ୟ ଆଲୋଚନାକୁ ଆସିଥିଲା। [12,1335,262,1492]
article-title: ଗଲେ ନାହିଁ, କହୁଛନ୍ତି ... [810,2015,1028,2041]
rashi-sign-name: କନ୍ୟା [1130,1002,1200,1028]
article-body: ପାରି ପାଇଁ ପୋଲିସ ତଦନ୍ତ ଆରମ୍ଭ କରିଛି। ଯାତ୍ରୀମାନଙ୍କ ସୁରକ୍ଷା ନେଇ ପ୍ରଶ୍ନ ଉଠିଛି। ଘଟଣା ପରେ ବସ୍ ଚାଳକ ଓ ସହାୟକଙ୍କୁ ଜେରା କରାଯାଇଛି। [545,1634,795,1679]
city-heading: କଟକ [12,460,54,482]
event-item: • ରେମୁଣା କ୍ଷୀରଚୋରା ଗୋପୀନାଥ ମନ୍ଦିରରେ ଉତ୍ସବ, ସ୍ଥାନ: ରେମୁଣା, ସମୟ: ପୂର୍ବାହ୍ନ ୧୦ଟା [12,571,217,602]
rashi-separator-dot [1290,372,1302,384]
rashi-prediction: ଶୁକ୍ର କ୍ଷେତ୍ରରୁ ଶୁଭ ଭାବରେ ରହିବାରୁ ଶାରୀରିକ ଅସୁସ୍ଥତା ଦୂର ହେବ। ଜମିଜମା ବିବାଦରେ ସମାଧାନ ମିଳିବ। ବ୍ୟବସାୟ, ପରିବହନ କ୍ଷେତ୍ରରେ ସୁଫଳ ପାଇବେ। ପ୍ରେମ ସମ୍ପର୍କ ମଧୁର ହେବ। [1208,544,1465,608]
print-registration-marks [0,2308,1477,2336]
city-heading: ବାଲେଶ୍ୱର [12,548,99,571]
event-item: • ପଞ୍ଚାୟତ ସ୍ତରୀୟ କାର୍ଯ୍ୟଶାଳା, ସ୍ଥାନ: ବ୍ଲକ ପରିସର, ସମୟ: ଅପରାହ୍ନ ୩ଟା [230,240,440,271]
rashi-sign-name: ମିଥୁନ [1130,540,1200,566]
rashi-sign [1130,694,1465,842]
article-modi [810,2010,1115,2290]
event-item: • ଏନ୍‌ସିସି ଦିବସ ଉଦ୍‌ଯାପନ, ସ୍ଥାନ: ଏନ୍‌ଆଇଟି କ୍ୟାମ୍ପସ, ସମୟ: ପୂର୍ବାହ୍ନ ୧୦ଟା [678,238,888,269]
